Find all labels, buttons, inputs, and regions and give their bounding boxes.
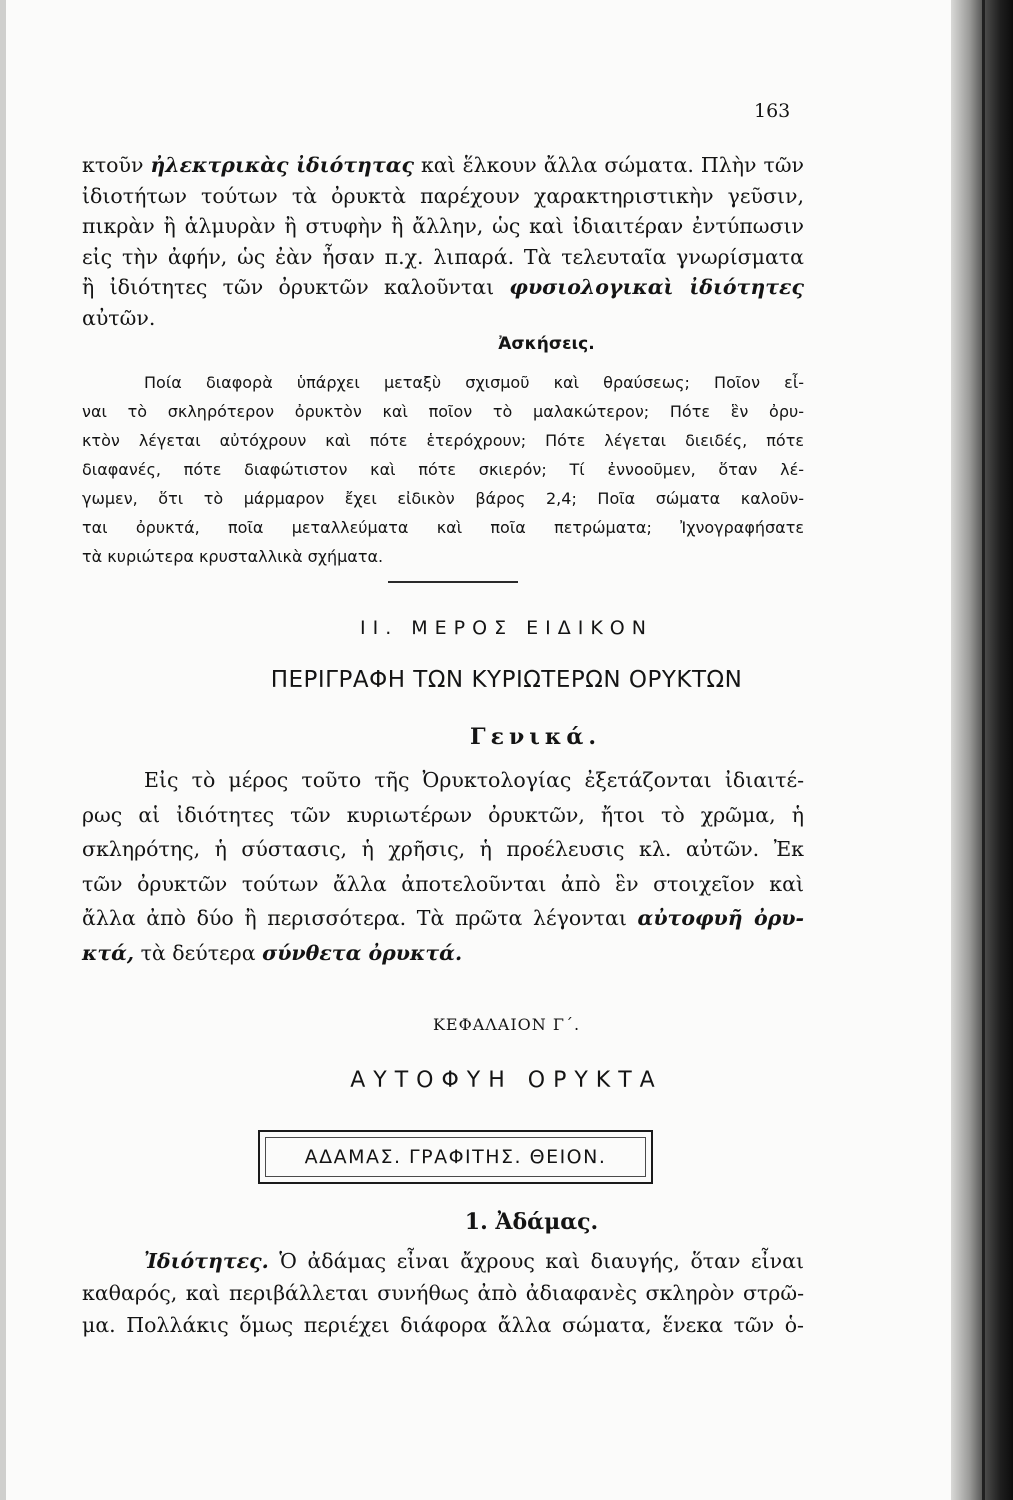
text-line: Ἰδιότητες. Ὁ ἀδάμας εἶναι ἄχρους καὶ διαυγής, ὅταν εἶναι [144, 1249, 804, 1273]
binding-edge-line [982, 0, 985, 1500]
text-line: τὰ κυριώτερα κρυσταλλικὰ σχήματα. [82, 547, 384, 566]
text-line: Εἰς τὸ μέρος τοῦτο τῆς Ὀρυκτολογίας ἐξετάζονται ἰδιαιτέ- [144, 768, 804, 792]
emphasis-physiological-properties: φυσιολογικαὶ ἰδιότητες [509, 275, 804, 299]
text-line: σκληρότης, ἡ σύστασις, ἡ χρῆσις, ἡ προέλευσις κλ. αὐτῶν. Ἐκ [82, 837, 804, 861]
emphasis-properties: Ἰδιότητες. [144, 1249, 269, 1273]
emphasis-native-minerals: αὐτοφυῆ ὀρυ- [637, 906, 804, 930]
text-line: μα. Πολλάκις ὅμως περιέχει διάφορα ἄλλα σώματα, ἕνεκα τῶν ὁ- [82, 1313, 804, 1337]
boxed-heading-text: ΑΔΑΜΑΣ. ΓΡΑΦΙΤΗΣ. ΘΕΙΟΝ. [304, 1146, 607, 1168]
page-left-shadow [0, 0, 6, 1500]
page-number: 163 [754, 100, 791, 122]
text-line: ται ὀρυκτά, ποῖα μεταλλεύματα καὶ ποῖα πετρώματα; Ἰχνογραφήσατε [82, 518, 804, 537]
paragraph-physiological-properties [82, 150, 804, 333]
chapter-heading: ΚΕΦΑΛΑΙΟΝ Γ΄. [432, 1015, 581, 1034]
paragraph-diamond-properties [82, 1245, 804, 1341]
text-line: κτοῦν ἠλεκτρικὰς ἰδιότητας καὶ ἕλκουν ἄλλα σώματα. Πλὴν τῶν [82, 153, 805, 177]
text-line: καθαρός, καὶ περιβάλλεται συνήθως ἀπὸ ἀδιαφανὲς σκληρὸν στρῶ- [82, 1281, 804, 1305]
part-heading: II. ΜΕΡΟΣ ΕΙΔΙΚΟΝ [360, 617, 653, 639]
native-minerals-heading: ΑΥΤΟΦΥΗ ΟΡΥΚΤΑ [350, 1068, 663, 1093]
diamond-section-heading: 1. Ἀδάμας. [464, 1209, 599, 1235]
text-line: εἰς τὴν ἀφήν, ὡς ἐὰν ἦσαν π.χ. λιπαρά. Τὰ τελευταῖα γνωρίσματα [82, 244, 804, 269]
emphasis-electrical-properties: ἠλεκτρικὰς ἰδιότητας [150, 153, 415, 177]
text-line: Ποία διαφορὰ ὑπάρχει μεταξὺ σχισμοῦ καὶ θραύσεως; Ποῖον εἶ- [144, 373, 804, 392]
text-line: αὐτῶν. [82, 305, 156, 330]
text-line: κτὸν λέγεται αὐτόχρουν καὶ πότε ἑτερόχρουν; Πότε λέγεται διειδές, πότε [82, 431, 804, 450]
text-line: γωμεν, ὅτι τὸ μάρμαρον ἔχει εἰδικὸν βάρος 2,4; Ποῖα σώματα καλοῦν- [82, 489, 804, 508]
text-line: διαφανές, πότε διαφώτιστον καὶ πότε σκιερόν; Τί ἐννοοῦμεν, ὅταν λέ- [82, 460, 804, 479]
text-line: ἢ ἰδιότητες τῶν ὀρυκτῶν καλοῦνται φυσιολογικαὶ ἰδιότητες [82, 275, 804, 299]
text-line: ἄλλα ἀπὸ δύο ἢ περισσότερα. Τὰ πρῶτα λέγονται αὐτοφυῆ ὀρυ- [82, 906, 804, 930]
emphasis-compound-minerals: σύνθετα ὀρυκτά. [262, 940, 463, 965]
description-heading: ΠΕΡΙΓΡΑΦΗ ΤΩΝ ΚΥΡΙΩΤΕΡΩΝ ΟΡΥΚΤΩΝ [270, 667, 743, 693]
text-line: ρως αἱ ἰδιότητες τῶν κυριωτέρων ὀρυκτῶν, ἤτοι τὸ χρῶμα, ἡ [82, 802, 804, 827]
text-line: ἰδιοτήτων τούτων τὰ ὀρυκτὰ παρέχουν χαρακτηριστικὴν γεῦσιν, [82, 183, 804, 208]
text-line: πικρὰν ἢ ἁλμυρὰν ἢ στυφὴν ἢ ἄλλην, ὡς καὶ ἰδιαιτέραν ἐντύπωσιν [82, 214, 804, 238]
exercises-paragraph [82, 368, 804, 571]
section-divider [388, 581, 518, 583]
text-line: κτά, τὰ δεύτερα σύνθετα ὀρυκτά. [82, 940, 463, 965]
text-line: τῶν ὀρυκτῶν τούτων ἄλλα ἀποτελοῦνται ἀπὸ ἓν στοιχεῖον καὶ [82, 871, 804, 896]
boxed-heading [258, 1130, 653, 1184]
paragraph-general [82, 763, 804, 970]
general-heading: Γενικά. [470, 724, 601, 750]
text-line: ναι τὸ σκληρότερον ὀρυκτὸν καὶ ποῖον τὸ μαλακώτερον; Πότε ἓν ὀρυ- [82, 402, 804, 421]
exercises-title: Ἀσκήσεις. [498, 334, 595, 354]
boxed-heading-inner-border [265, 1137, 646, 1177]
